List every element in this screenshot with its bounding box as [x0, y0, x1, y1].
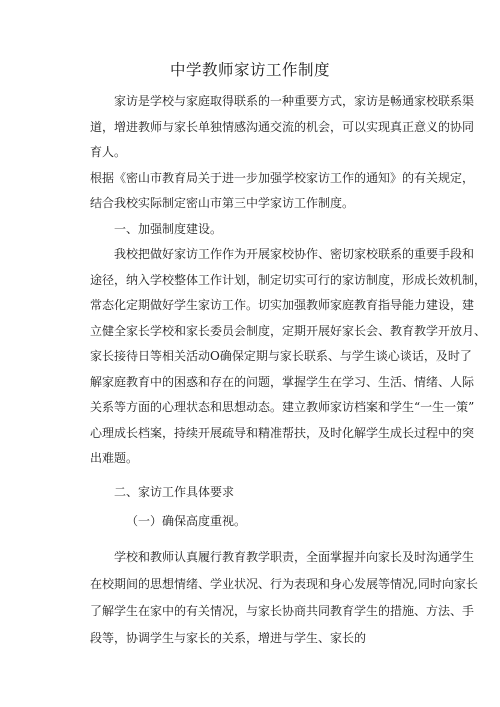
paragraph-line: 关系等方面的心理状态和思想动态。建立教师家访档案和学生“一生一策” [90, 400, 475, 414]
paragraph-line: 段等，协调学生与家长的关系，增进与学生、家长的 [90, 631, 367, 645]
document-title: 中学教师家访工作制度 [169, 61, 330, 79]
paragraph-line: 家访是学校与家庭取得联系的一种重要方式，家访是畅通家校联系渠 [114, 94, 475, 108]
paragraph-line: 我校把做好家访工作作为开展家校协作、密切家校联系的重要手段和 [114, 247, 475, 261]
subsection-heading: （一）确保高度重视。 [126, 514, 247, 528]
paragraph-line: 解家庭教育中的困惑和存在的问题，掌握学生在学习、生活、情绪、人际 [90, 375, 475, 389]
paragraph-line: 在校期间的思想情绪、学业状况、行为表现和身心发展等情况,同时向家长 [90, 577, 478, 591]
paragraph-line: 出难题。 [90, 451, 139, 465]
section-heading: 一、加强制度建设。 [114, 222, 223, 236]
paragraph-line: 立健全家长学校和家长委员会制度，定期开展好家长会、教育教学开放月、 [90, 324, 487, 338]
paragraph-line: 家长接待日等相关活动O确保定期与家长联系、与学生谈心谈话，及时了 [90, 349, 472, 363]
paragraph-line: 育人。 [90, 145, 127, 159]
paragraph-line: 道，增进教师与家长单独情感沟通交流的机会，可以实现真正意义的协同 [90, 120, 475, 134]
paragraph-line: 根据《密山市教育局关于进一步加强学校家访工作的通知》的有关规定， [90, 171, 475, 185]
section-heading: 二、家访工作具体要求 [114, 485, 235, 499]
paragraph-line: 心理成长档案，持续开展疏导和精准帮扶，及时化解学生成长过程中的突 [90, 426, 475, 440]
paragraph-line: 常态化定期做好学生家访工作。切实加强教师家庭教育指导能力建设，建 [90, 298, 475, 312]
paragraph-line: 了解学生在家中的有关情况，与家长协商共同教育学生的措施、方法、手 [90, 604, 475, 618]
paragraph-line: 途径，纳入学校整体工作计划，制定切实可行的家访制度，形成长效机制， [90, 273, 487, 287]
paragraph-line: 学校和教师认真履行教育教学职责，全面掌握并向家长及时沟通学生 [114, 550, 475, 564]
paragraph-line: 结合我校实际制定密山市第三中学家访工作制度。 [90, 196, 355, 210]
